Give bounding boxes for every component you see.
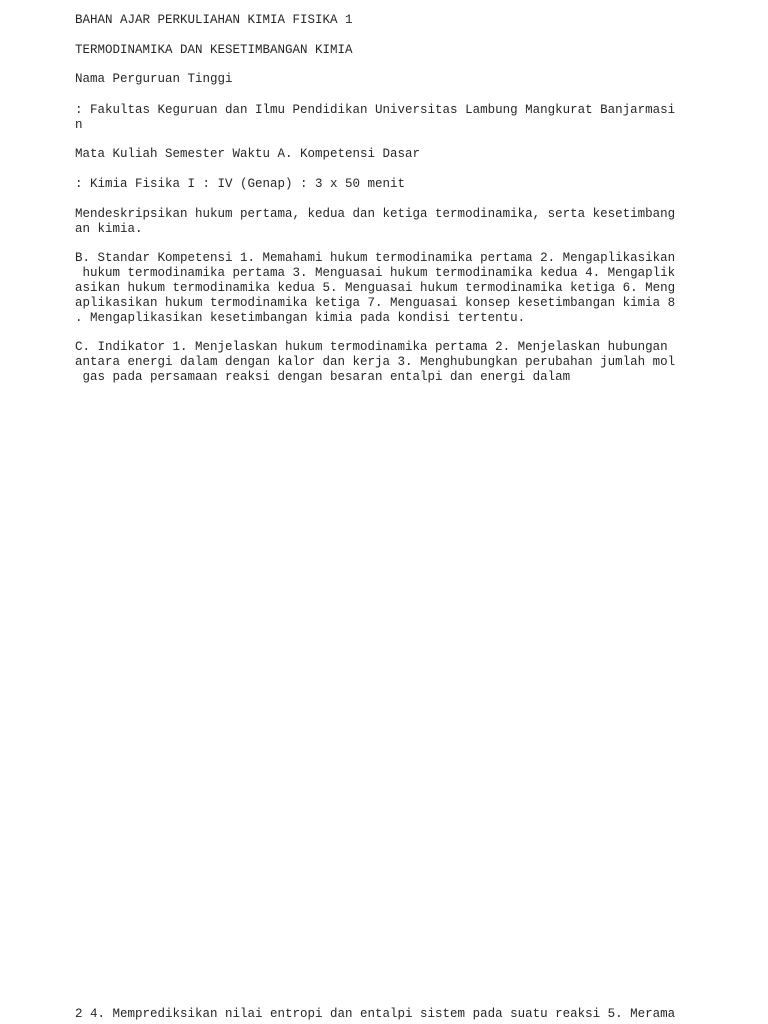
standar-kompetensi-paragraph: B. Standar Kompetensi 1. Memahami hukum termodinamika pertama 2. Mengaplikasikan hukum termodinamika pertama 3. Menguasai hukum termodinamika kedua 4. Mengaplik asikan hukum termodinamika kedua 5. Menguasai hukum termodinamika ketiga 6. Meng aplikasikan hukum termodinamika ketiga 7. Menguasai konsep kesetimbangan kimia 8 . Mengaplikasikan kesetimbangan kimia pada kondisi tertentu. [75, 251, 676, 325]
document-subtitle: TERMODINAMIKA DAN KESETIMBANGAN KIMIA [75, 43, 353, 57]
value-perguruan-tinggi: : Fakultas Keguruan dan Ilmu Pendidikan Universitas Lambung Mangkurat Banjarmasi n [75, 103, 676, 132]
document-header-title: BAHAN AJAR PERKULIAHAN KIMIA FISIKA 1 [75, 13, 353, 27]
indikator-paragraph: C. Indikator 1. Menjelaskan hukum termodinamika pertama 2. Menjelaskan hubungan antara energi dalam dengan kalor dan kerja 3. Menghubungkan perubahan jumlah mol gas pada persamaan reaksi dengan besaran entalpi dan energi dalam [75, 340, 676, 384]
label-perguruan-tinggi: Nama Perguruan Tinggi [75, 72, 233, 86]
value-mata-kuliah: : Kimia Fisika I : IV (Genap) : 3 x 50 menit [75, 177, 406, 191]
kompetensi-dasar-paragraph: Mendeskripsikan hukum pertama, kedua dan ketiga termodinamika, serta kesetimbang an kimia. [75, 207, 676, 236]
label-mata-kuliah: Mata Kuliah Semester Waktu A. Kompetensi Dasar [75, 147, 421, 161]
page-bottom-text-line: 2 4. Memprediksikan nilai entropi dan entalpi sistem pada suatu reaksi 5. Merama [75, 1007, 676, 1021]
